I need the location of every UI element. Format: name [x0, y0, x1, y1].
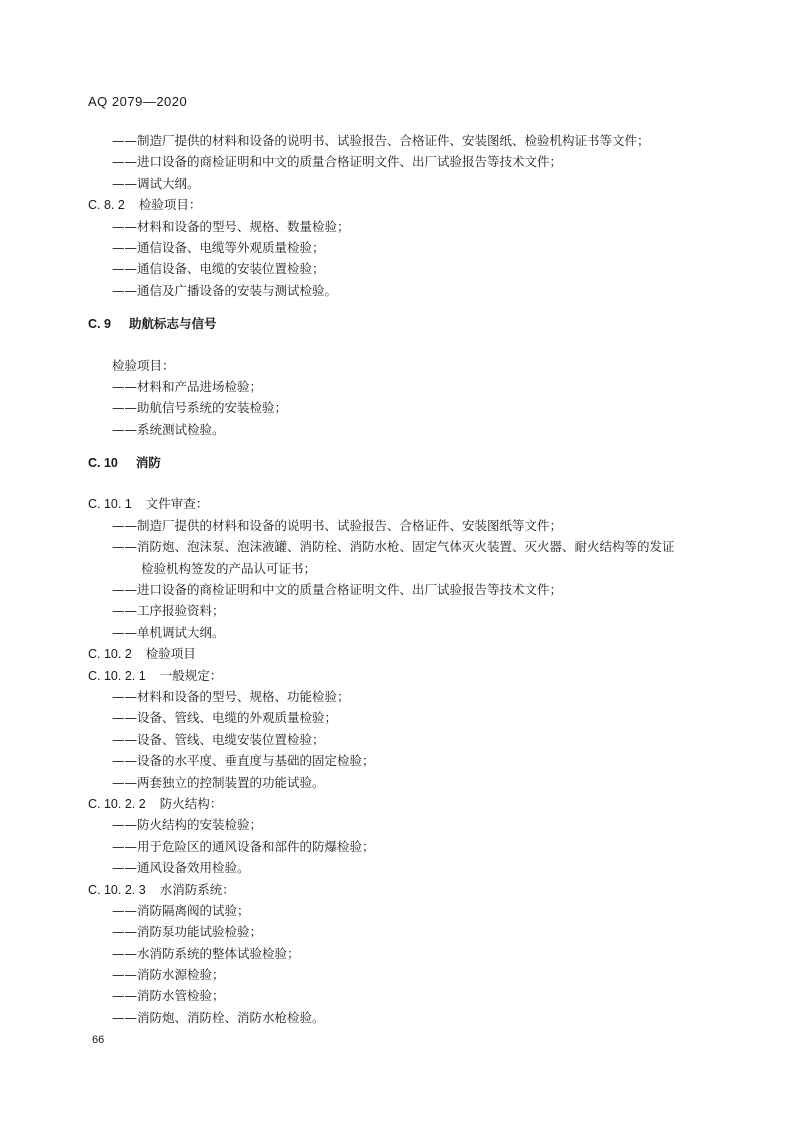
page-number: 66: [92, 1034, 105, 1046]
list-item: ——制造厂提供的材料和设备的说明书、试验报告、合格证件、安装图纸、检验机构证书等文件；: [112, 133, 650, 148]
list-item: ——消防炮、消防栓、消防水枪检验。: [112, 1009, 325, 1025]
list-item: ——设备的水平度、垂直度与基础的固定检验；: [112, 753, 375, 769]
section-title: 助航标志与信号: [128, 316, 217, 332]
list-item: ——消防水源检验；: [112, 967, 225, 983]
list-item: ——用于危险区的通风设备和部件的防爆检验；: [112, 838, 375, 854]
clause-number: C. 10. 2. 2: [88, 796, 146, 811]
list-item: ——工序报验资料；: [112, 603, 225, 619]
list-item: ——调试大纲。: [112, 175, 200, 191]
list-item: ——系统测试检验。: [112, 421, 225, 437]
list-item: ——材料和产品进场检验；: [112, 378, 263, 394]
section-heading-c9: [88, 313, 718, 334]
standard-code-header: AQ 2079—2020: [88, 94, 188, 109]
list-item-continuation: 检验机构签发的产品认可证书；: [141, 560, 317, 576]
clause-title: 文件审查：: [145, 496, 209, 512]
clause-c10-1: [88, 493, 718, 514]
list-item: ——进口设备的商检证明和中文的质量合格证明文件、出厂试验报告等技术文件；: [112, 582, 563, 598]
list-item: ——进口设备的商检证明和中文的质量合格证明文件、出厂试验报告等技术文件；: [112, 154, 563, 170]
section-number: C. 10: [88, 456, 118, 471]
clause-title: 检验项目：: [138, 197, 202, 213]
clause-title: 一般规定：: [159, 667, 223, 683]
clause-number: C. 10. 2: [88, 647, 132, 662]
list-item: ——设备、管线、电缆安装位置检验；: [112, 731, 325, 747]
clause-title: 防火结构：: [159, 795, 223, 811]
clause-c10-2-3: [88, 879, 718, 900]
list-item: ——水消防系统的整体试验检验；: [112, 945, 300, 961]
section-heading-c10: [88, 452, 718, 473]
list-item: ——防火结构的安装检验；: [112, 817, 263, 833]
clause-number: C. 10. 1: [88, 497, 132, 512]
clause-number: C. 10. 2. 3: [88, 882, 146, 897]
list-item: ——单机调试大纲。: [112, 624, 225, 640]
list-item: ——制造厂提供的材料和设备的说明书、试验报告、合格证件、安装图纸等文件；: [112, 517, 563, 533]
list-item: ——通信及广播设备的安装与测试检验。: [112, 282, 338, 298]
clause-title: 水消防系统：: [159, 881, 235, 897]
page-content: [88, 130, 718, 1028]
clause-c10-2: [88, 643, 718, 664]
section-number: C. 9: [88, 317, 111, 332]
list-item: ——通信设备、电缆的安装位置检验；: [112, 261, 325, 277]
clause-c8-2: [88, 194, 718, 215]
list-item: ——消防隔离阀的试验；: [112, 902, 250, 918]
list-item: ——材料和设备的型号、规格、功能检验；: [112, 688, 350, 704]
list-item: ——助航信号系统的安装检验；: [112, 400, 288, 416]
list-item: ——消防泵功能试验检验；: [112, 924, 263, 940]
list-item: ——设备、管线、电缆的外观质量检验；: [112, 710, 338, 726]
clause-number: C. 10. 2. 1: [88, 668, 146, 683]
list-item: ——通风设备效用检验。: [112, 860, 250, 876]
clause-c10-2-2: [88, 793, 718, 814]
list-item: ——材料和设备的型号、规格、数量检验；: [112, 218, 350, 234]
clause-title: 检验项目: [145, 646, 196, 662]
section-title: 消防: [135, 455, 161, 471]
list-item: ——消防炮、泡沫泵、泡沫液罐、消防栓、消防水枪、固定气体灭火装置、灭火器、耐火结构等的发证: [112, 539, 675, 555]
list-item: ——通信设备、电缆等外观质量检验；: [112, 239, 325, 255]
clause-c10-2-1: [88, 665, 718, 686]
list-item: ——消防水管检验；: [112, 988, 225, 1004]
list-item: ——两套独立的控制装置的功能试验。: [112, 774, 325, 790]
clause-number: C. 8. 2: [88, 198, 125, 213]
section-intro: 检验项目：: [112, 357, 175, 373]
